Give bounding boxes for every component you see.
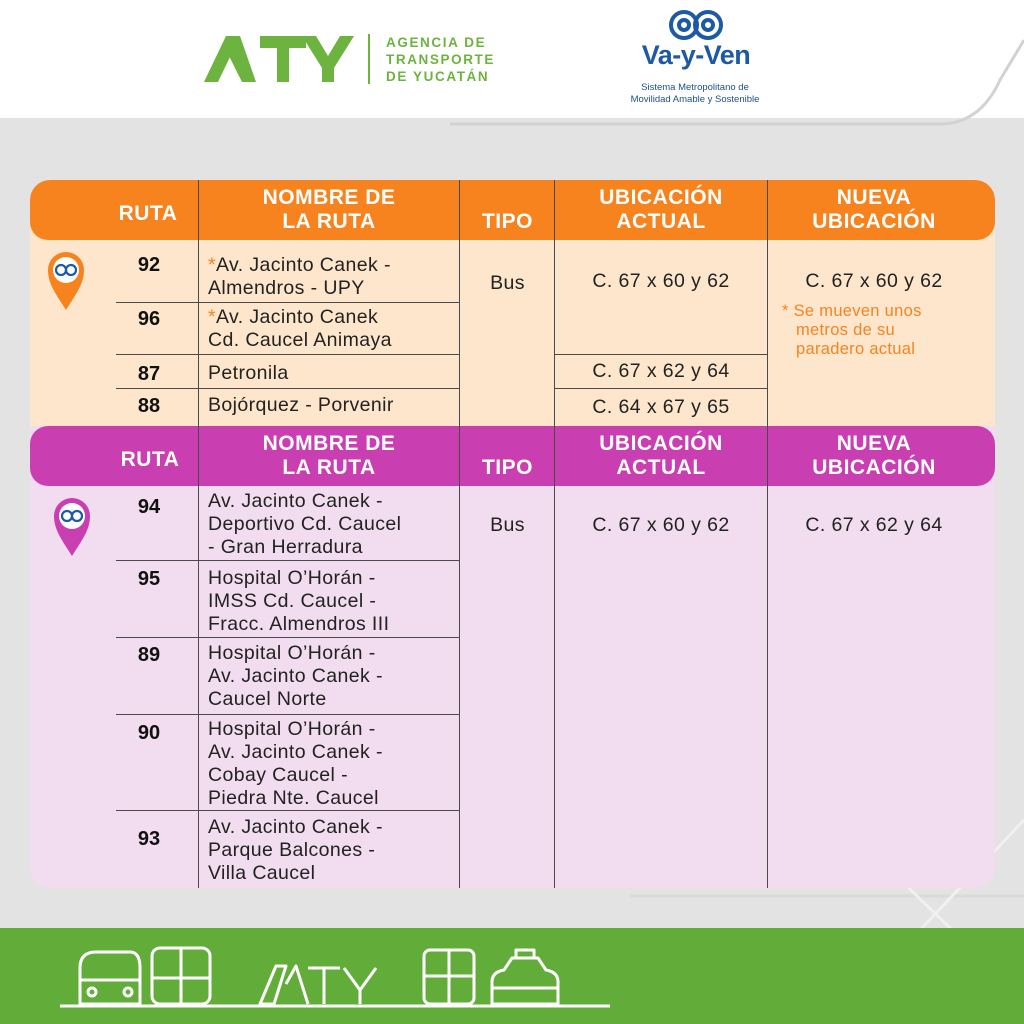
grid-line (767, 180, 768, 888)
route-name-line: Deportivo Cd. Caucel (208, 513, 402, 535)
grid-line (116, 302, 459, 303)
col-header-tipo: TIPO (481, 456, 533, 479)
route-name (208, 306, 392, 352)
col-header-line: UBICACIÓN (599, 186, 723, 209)
route-name-line: Fracc. Almendros III (208, 613, 390, 635)
col-header-line: NUEVA (836, 432, 912, 455)
grid-line (554, 388, 767, 389)
route-number: 90 (137, 722, 161, 744)
note-line: metros de su (796, 321, 895, 339)
route-name-line: Hospital O’Horán - (208, 567, 376, 589)
route-name-line: Cd. Caucel Animaya (208, 329, 392, 351)
route-name-line: Av. Jacinto Canek - (208, 490, 383, 512)
vayven-subtitle-line: Movilidad Amable y Sostenible (630, 94, 760, 105)
route-name-line: Parque Balcones - (208, 839, 376, 861)
new-location: C. 67 x 60 y 62 (805, 270, 943, 292)
col-header-line: UBICACIÓN (599, 432, 723, 455)
col-header-line: NOMBRE DE (262, 186, 396, 209)
note-line: paradero actual (796, 340, 916, 358)
col-header-actual (555, 186, 767, 234)
route-number: 94 (137, 496, 161, 518)
route-name-line: Piedra Nte. Caucel (208, 787, 379, 809)
route-name-line: Hospital O’Horán - (208, 642, 376, 664)
route-name (208, 254, 391, 300)
vehicles-illustration (60, 938, 620, 1018)
grid-line (116, 354, 459, 355)
col-header-line: LA RUTA (282, 456, 376, 479)
route-name-line: Villa Caucel (208, 862, 316, 884)
current-location: C. 67 x 60 y 62 (592, 514, 730, 536)
grid-line (116, 810, 459, 811)
svg-text:ATY: ATY (60, 938, 62, 939)
route-name-line: IMSS Cd. Caucel - (208, 590, 377, 612)
current-location: C. 67 x 62 y 64 (592, 360, 730, 382)
route-name-line: Hospital O’Horán - (208, 718, 376, 740)
col-header-ruta: RUTA (120, 448, 180, 471)
route-number: 92 (137, 254, 161, 276)
route-name-line: Av. Jacinto Canek - (208, 816, 383, 838)
route-number: 95 (137, 568, 161, 590)
grid-line (554, 354, 767, 355)
relocation-note (782, 302, 982, 359)
agency-line: AGENCIA DE (386, 35, 487, 50)
col-header-line: UBICACIÓN (812, 456, 936, 479)
agency-line: TRANSPORTE (386, 52, 496, 67)
route-name (208, 718, 383, 810)
col-header-actual (555, 432, 767, 480)
route-number: 93 (137, 828, 161, 850)
route-name (208, 567, 389, 636)
col-header-line: ACTUAL (616, 210, 706, 233)
col-header-line: ACTUAL (616, 456, 706, 479)
routes-table (30, 180, 995, 888)
grid-line (116, 388, 459, 389)
route-number: 89 (137, 644, 161, 666)
note-line: * Se mueven unos (782, 302, 922, 320)
vayven-pin-icon (46, 248, 86, 312)
col-header-nueva (768, 432, 980, 480)
grid-line (554, 180, 555, 888)
route-name-line: Av. Jacinto Canek - (208, 741, 383, 763)
vayven-pin-icon (52, 494, 92, 558)
col-header-ruta: RUTA (118, 202, 178, 225)
route-name-line: - Gran Herradura (208, 536, 363, 558)
col-header-line: LA RUTA (282, 210, 376, 233)
col-header-nombre (198, 432, 460, 480)
new-location: C. 67 x 62 y 64 (805, 514, 943, 536)
route-name-line: Av. Jacinto Canek (216, 306, 379, 328)
route-name-line: Almendros - UPY (208, 277, 365, 299)
vayven-title: Va-y-Ven (641, 40, 751, 70)
route-number: 88 (137, 395, 161, 417)
route-type: Bus (490, 272, 525, 294)
route-name (208, 642, 383, 711)
col-header-tipo: TIPO (481, 210, 533, 233)
current-location: C. 64 x 67 y 65 (592, 396, 730, 418)
agency-line: DE YUCATÁN (386, 69, 490, 84)
route-name (208, 816, 383, 885)
grid-line (459, 180, 460, 888)
route-name-line: Cobay Caucel - (208, 764, 348, 786)
current-location: C. 67 x 60 y 62 (592, 270, 730, 292)
vayven-subtitle-line: Sistema Metropolitano de (641, 82, 749, 93)
route-name (208, 490, 401, 559)
route-name-line: Av. Jacinto Canek - (208, 665, 383, 687)
route-name-line: Caucel Norte (208, 688, 327, 710)
route-number: 87 (137, 363, 161, 385)
col-header-line: NUEVA (836, 186, 912, 209)
route-name-line: Av. Jacinto Canek - (216, 254, 391, 276)
grid-line (116, 714, 459, 715)
col-header-line: NOMBRE DE (262, 432, 396, 455)
grid-line (198, 180, 199, 888)
grid-line (116, 637, 459, 638)
svg-text:ATY: ATY (204, 30, 206, 31)
route-number: 96 (137, 308, 161, 330)
grid-line (116, 560, 459, 561)
col-header-nueva (768, 186, 980, 234)
route-name: Petronila (208, 362, 289, 384)
route-type: Bus (490, 514, 525, 536)
route-name: Bojórquez - Porvenir (208, 394, 394, 416)
asterisk-mark: * (208, 254, 216, 276)
col-header-line: UBICACIÓN (812, 210, 936, 233)
asterisk-mark: * (208, 306, 216, 328)
col-header-nombre (198, 186, 460, 234)
